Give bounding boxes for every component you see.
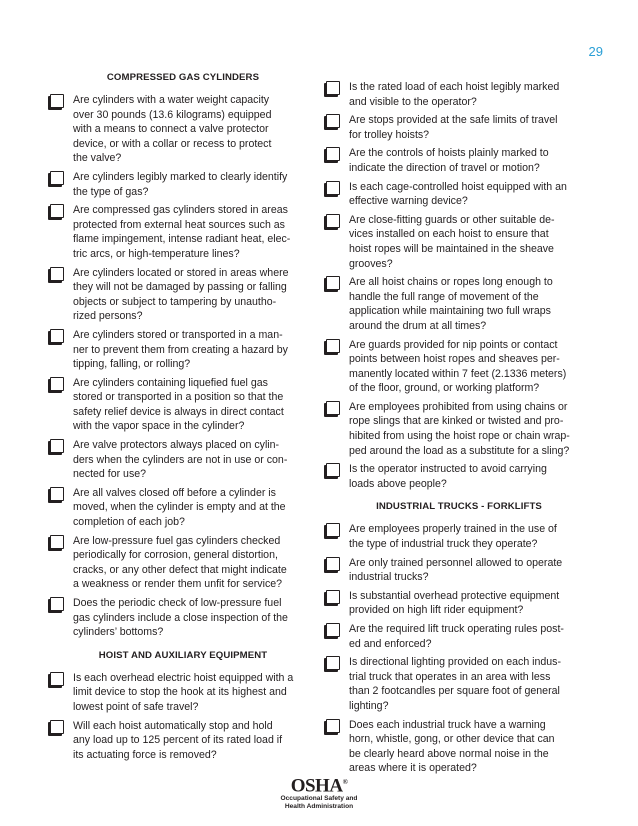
- checklist-question: Are compressed gas cylinders stored in areas protected from external heat sources such as flame impingement, intense radiant heat, elec- tric arcs, or high-temperature lines?: [73, 204, 291, 260]
- checkbox[interactable]: [326, 623, 340, 637]
- checklist-section: [50, 650, 306, 763]
- checklist-question: Is the rated load of each hoist legibly marked and visible to the operator?: [349, 81, 560, 108]
- checkbox[interactable]: [50, 439, 64, 453]
- checkbox[interactable]: [50, 720, 64, 734]
- checkbox[interactable]: [326, 523, 340, 537]
- checklist-section: [326, 501, 582, 776]
- checklist-question: Are guards provided for nip points or contact points between hoist ropes and sheaves per- manently located within 7 feet (2.1336 meters) of the floor, ground, or working platform?: [349, 338, 567, 395]
- checklist-item: [326, 400, 582, 458]
- checklist-question: Is the operator instructed to avoid carrying loads above people?: [349, 463, 547, 490]
- osha-footer: [0, 773, 638, 811]
- checkbox[interactable]: [326, 339, 340, 353]
- checklist-item: [326, 275, 582, 333]
- checklist-question: Are all valves closed off before a cylinder is moved, when the cylinder is empty and at the completion of each job?: [73, 486, 286, 529]
- checklist-item: [326, 556, 582, 585]
- checklist-item: [326, 80, 582, 109]
- checkbox[interactable]: [50, 487, 64, 501]
- checklist-question: Is directional lighting provided on each indus- trial truck that operates in an area with less than 2 footcandles per square foot of general lighting?: [349, 656, 562, 712]
- checklist-item: [326, 462, 582, 491]
- checklist-item: [50, 438, 306, 482]
- left-column: [50, 72, 306, 766]
- checklist-item: [50, 93, 306, 166]
- checkbox[interactable]: [326, 590, 340, 604]
- checklist-item: [50, 486, 306, 530]
- checklist-section: [50, 72, 306, 640]
- checklist-item: [326, 589, 582, 618]
- checklist-question: Are only trained personnel allowed to operate industrial trucks?: [349, 556, 563, 584]
- checkbox[interactable]: [326, 463, 340, 477]
- org-name-line-2: Health Administration: [284, 803, 354, 811]
- section-heading: HOIST AND AUXILIARY EQUIPMENT: [98, 649, 268, 661]
- checklist-section: [326, 80, 582, 491]
- checkbox[interactable]: [326, 147, 340, 161]
- checkbox[interactable]: [326, 181, 340, 195]
- checkbox[interactable]: [326, 557, 340, 571]
- page-number: 29: [588, 44, 603, 59]
- checklist-question: Will each hoist automatically stop and hold any load up to 125 percent of its rated load if its actuating force is removed?: [73, 719, 283, 761]
- checklist-question: Are cylinders with a water weight capacity over 30 pounds (13.6 kilograms) equipped with a means to connect a valve protector device, or with a collar or recess to protect the valve?: [73, 94, 272, 165]
- checkbox[interactable]: [326, 656, 340, 670]
- checkbox[interactable]: [50, 329, 64, 343]
- checklist-question: Are all hoist chains or ropes long enough to handle the full range of movement of the application while maintaining two full wraps around the drum at all times?: [349, 276, 553, 332]
- checklist-question: Is each cage-controlled hoist equipped with an effective warning device?: [349, 180, 567, 208]
- right-column: [326, 80, 582, 780]
- checklist-question: Are cylinders located or stored in areas where they will not be damaged by passing or falling objects or subject to tampering by unautho- rized persons?: [73, 266, 289, 323]
- checklist-question: Are close-fitting guards or other suitable de- vices installed on each hoist to ensure that hoist ropes will be maintained in the sheave grooves?: [349, 213, 555, 270]
- checkbox[interactable]: [326, 114, 340, 128]
- checkbox[interactable]: [50, 377, 64, 391]
- osha-logo: OSHA®: [290, 775, 348, 797]
- checkbox[interactable]: [326, 719, 340, 733]
- checklist-item: [50, 266, 306, 324]
- checklist-item: [50, 170, 306, 199]
- checklist-item: [50, 328, 306, 372]
- checklist-item: [50, 719, 306, 763]
- checklist-question: Does each industrial truck have a warning horn, whistle, gong, or other device that can be clearly heard above normal noise in the areas where it is operated?: [349, 718, 555, 775]
- org-name-line-1: Occupational Safety and: [280, 795, 358, 803]
- checklist-question: Are employees prohibited from using chains or rope slings that are kinked or twisted and pro- hibited from using the hoist rope or chain wrap- ped around the load as a substitute for a sling?: [349, 400, 570, 457]
- checklist-question: Are the required lift truck operating rules post- ed and enforced?: [349, 623, 564, 650]
- checklist-item: [326, 180, 582, 209]
- checklist-question: Are low-pressure fuel gas cylinders checked periodically for corrosion, general distortion, cracks, or any other defect that might indicate a weakness or render them unfit for service?: [73, 534, 287, 591]
- checklist-item: [50, 203, 306, 261]
- checklist-item: [326, 655, 582, 713]
- checklist-item: [326, 522, 582, 551]
- checklist-question: Does the periodic check of low-pressure fuel gas cylinders include a close inspection of the cylinders’ bottoms?: [73, 597, 288, 639]
- checkbox[interactable]: [326, 401, 340, 415]
- checklist-question: Are the controls of hoists plainly marked to indicate the direction of travel or motion?: [349, 147, 549, 174]
- checklist-item: [50, 376, 306, 434]
- checklist-item: [326, 338, 582, 396]
- checkbox[interactable]: [50, 267, 64, 281]
- checklist-item: [326, 622, 582, 651]
- checklist-question: Are cylinders containing liquefied fuel gas stored or transported in a position so that the safety relief device is always in direct contact with the vapor space in the cylinder?: [73, 376, 284, 433]
- checklist-item: [50, 596, 306, 640]
- checkbox[interactable]: [50, 672, 64, 686]
- checkbox[interactable]: [326, 276, 340, 290]
- checklist-item: [326, 113, 582, 142]
- checkbox[interactable]: [50, 535, 64, 549]
- checkbox[interactable]: [326, 214, 340, 228]
- section-heading: INDUSTRIAL TRUCKS - FORKLIFTS: [376, 501, 542, 513]
- checkbox[interactable]: [50, 171, 64, 185]
- checklist-question: Is each overhead electric hoist equipped with a limit device to stop the hook at its highest and lowest point of safe travel?: [73, 671, 294, 713]
- checkbox[interactable]: [50, 204, 64, 218]
- checklist-question: Are employees properly trained in the use of the type of industrial truck they operate?: [349, 523, 557, 551]
- checklist-question: Are valve protectors always placed on cylin- ders when the cylinders are not in use or con- nected for use?: [73, 439, 288, 481]
- checkbox[interactable]: [326, 81, 340, 95]
- checkbox[interactable]: [50, 94, 64, 108]
- checklist-item: [326, 718, 582, 776]
- checklist-item: [326, 146, 582, 175]
- checklist-question: Are cylinders legibly marked to clearly identify the type of gas?: [73, 170, 288, 198]
- checklist-question: Are stops provided at the safe limits of travel for trolley hoists?: [349, 114, 558, 141]
- checklist-question: Are cylinders stored or transported in a man- ner to prevent them from creating a hazard by tipping, falling, or rolling?: [73, 328, 288, 371]
- section-heading: COMPRESSED GAS CYLINDERS: [106, 72, 260, 83]
- checklist-item: [50, 534, 306, 592]
- checkbox[interactable]: [50, 597, 64, 611]
- checklist-item: [326, 213, 582, 271]
- checklist-question: Is substantial overhead protective equipment provided on high lift rider equipment?: [349, 589, 560, 617]
- checklist-item: [50, 671, 306, 715]
